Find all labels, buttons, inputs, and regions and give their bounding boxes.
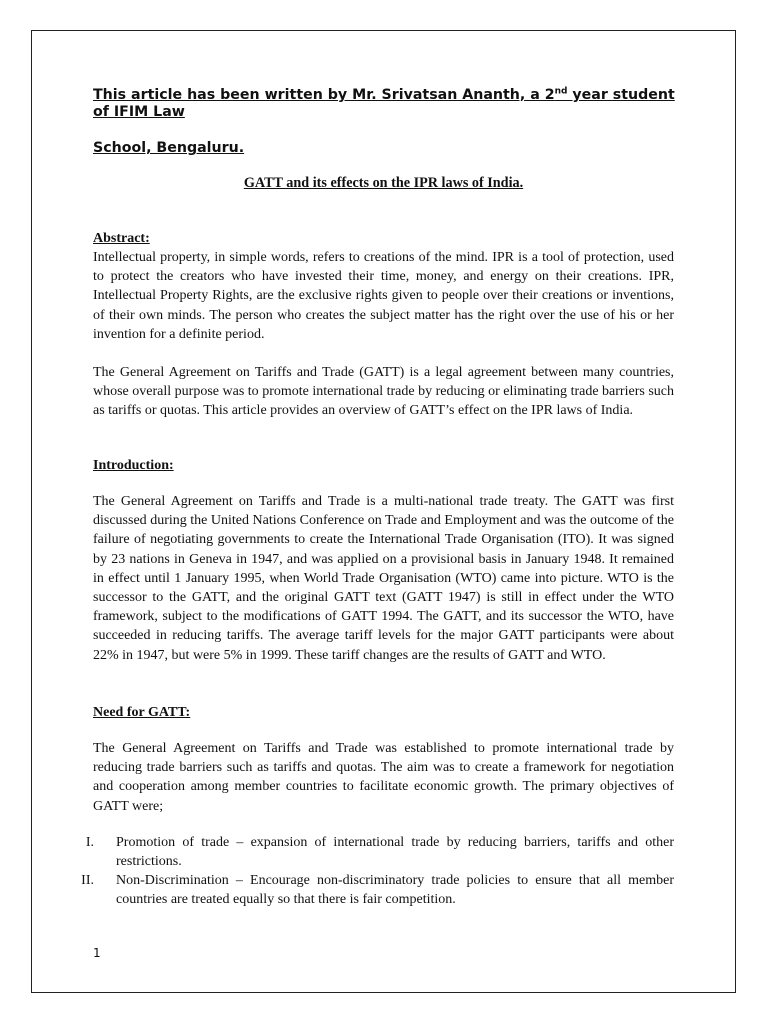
author-byline-text-continued: year student of IFIM Law xyxy=(93,87,675,120)
list-item-text: Non-Discrimination – Encourage non-discriminatory trade policies to ensure that all member countries are treated equally so that there is fair competition. xyxy=(116,873,674,908)
author-byline-text: This article has been written by Mr. Srivatsan Ananth, a 2 xyxy=(93,87,555,103)
list-item-number: I. xyxy=(85,835,94,850)
list-item-text: Promotion of trade – expansion of international trade by reducing barriers, tariffs and other restrictions. xyxy=(116,835,674,870)
need-for-gatt-heading: Need for GATT: xyxy=(93,705,191,720)
page-number: 1 xyxy=(93,946,101,960)
author-byline xyxy=(93,87,693,121)
list-item-number: II. xyxy=(81,873,94,888)
author-school: School, Bengaluru. xyxy=(93,140,245,156)
document-title: GATT and its effects on the IPR laws of India. xyxy=(243,175,524,191)
introduction-heading: Introduction: xyxy=(93,458,174,473)
abstract-paragraph-1: Intellectual property, in simple words, refers to creations of the mind. IPR is a tool of protection, used to protect the creators who have invested their time, money, and energy on their creations. IPR, Intellectual Property Rights, are the exclusive rights given to people over their creations or inventions, of their own minds. The person who creates the subject matter has the right over the use of his or her invention for a definite period. xyxy=(93,250,674,342)
introduction-paragraph: The General Agreement on Tariffs and Trade is a multi-national trade treaty. The GATT was first discussed during the United Nations Conference on Trade and Employment and was the outcome of the failure of negotiating governments to create the International Trade Organisation (ITO). It was signed by 23 nations in Geneva in 1947, and was applied on a provisional basis in January 1948. It remained in effect until 1 January 1995, when World Trade Organisation (WTO) came into picture. WTO is the successor to the GATT, and the original GATT text (GATT 1947) is still in effect under the WTO framework, subject to the modifications of GATT 1994. The GATT, and its successor the WTO, have succeeded in reducing tariffs. The average tariff levels for the major GATT participants were about 22% in 1947, but were 5% in 1999. These tariff changes are the results of GATT and WTO. xyxy=(93,494,674,663)
ordinal-suffix: nd xyxy=(554,86,568,97)
abstract-heading: Abstract: xyxy=(93,231,150,246)
need-for-gatt-paragraph: The General Agreement on Tariffs and Trade was established to promote international trade by reducing trade barriers such as tariffs and quotas. The aim was to create a framework for negotiation and cooperation among member countries to facilitate economic growth. The primary objectives of GATT were; xyxy=(93,741,674,814)
abstract-paragraph-2: The General Agreement on Tariffs and Trade (GATT) is a legal agreement between many countries, whose overall purpose was to promote international trade by reducing or eliminating trade barriers such as tariffs or quotas. This article provides an overview of GATT’s effect on the IPR laws of India. xyxy=(93,365,674,419)
